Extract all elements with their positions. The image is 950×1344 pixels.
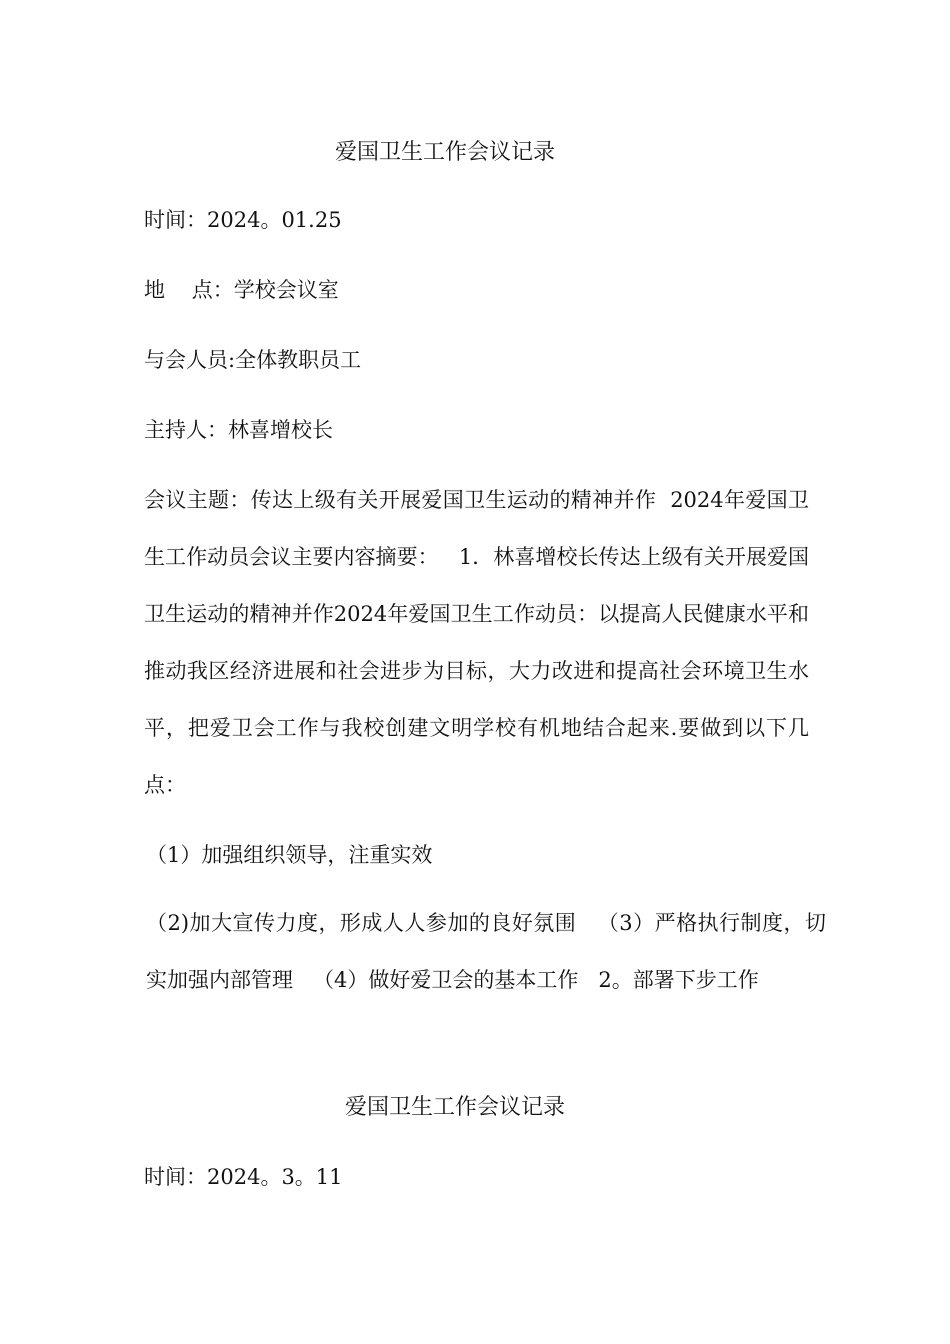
record1-summary-paragraph: 会议主题：传达上级有关开展爱国卫生运动的精神并作 2024年爱国卫生工作动员会议主要内容摘要： 1．林喜增校长传达上级有关开展爱国卫生运动的精神并作2024年爱国卫生工作动员：以提高人民健康水平和推动我区经济进展和社会进步为目标，大力改进和提高社会环境卫生水平，把爱卫会工作与我校创建文明学校有机地结合起来.要做到以下几点： bbox=[144, 488, 809, 797]
record1-attendees: 与会人员:全体教职员工 bbox=[144, 348, 362, 372]
record1-point-1: （1）加强组织领导，注重实效 bbox=[146, 843, 433, 867]
record1-time: 时间：2024。01.25 bbox=[144, 208, 342, 232]
record1-place: 地 点：学校会议室 bbox=[144, 278, 339, 302]
record2-time: 时间：2024。3。11 bbox=[144, 1165, 343, 1189]
record2-title: 爱国卫生工作会议记录 bbox=[344, 1095, 565, 1120]
record1-host: 主持人：林喜增校长 bbox=[144, 418, 333, 442]
record1-points-paragraph: （2)加大宣传力度，形成人人参加的良好氛围 （3）严格执行制度，切实加强内部管理 （4）做好爱卫会的基本工作 2。部署下步工作 bbox=[146, 911, 826, 992]
record1-title: 爱国卫生工作会议记录 bbox=[334, 140, 555, 165]
